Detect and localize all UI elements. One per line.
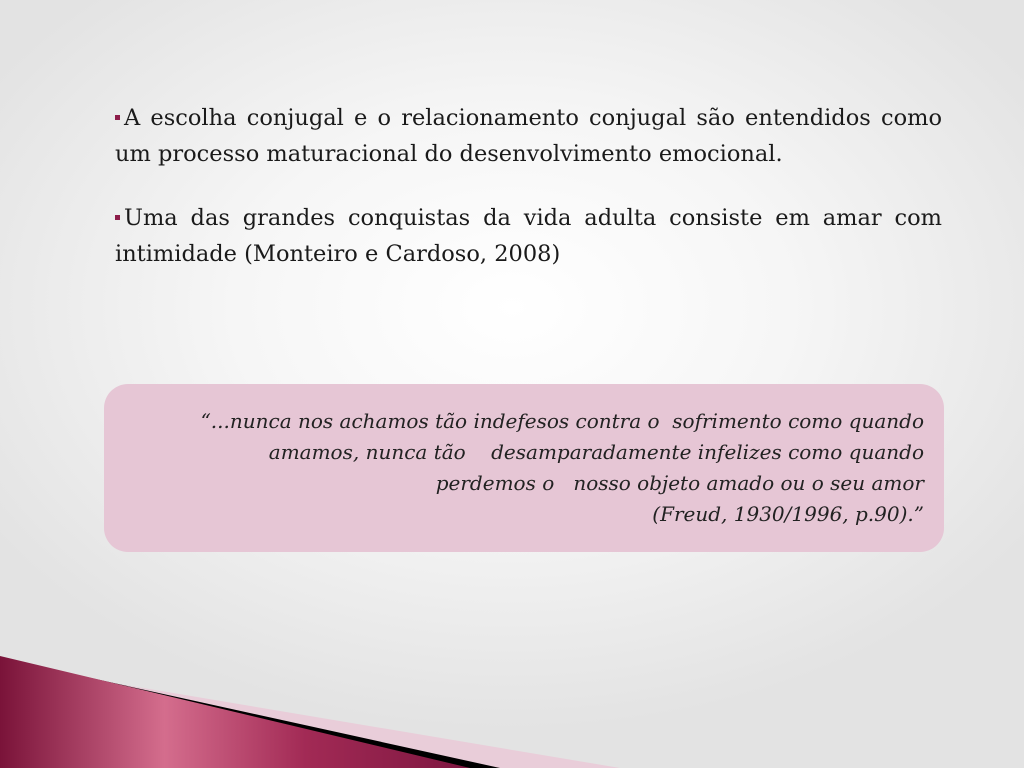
square-bullet-icon (115, 215, 120, 220)
bullet-text: A escolha conjugal e o relacionamento conjugal são entendidos como um processo maturacional do desenvolvimento emocional. (115, 105, 942, 167)
square-bullet-icon (115, 115, 120, 120)
bullet-text: Uma das grandes conquistas da vida adulta consiste em amar com intimidade (Monteiro e Cardoso, 2008) (115, 205, 942, 267)
quote-box (104, 384, 944, 552)
bullet-item (115, 200, 942, 272)
quote-line: “...nunca nos achamos tão indefesos contra o sofrimento como quando (200, 409, 924, 433)
quote-citation: (Freud, 1930/1996, p.90).” (652, 502, 924, 526)
corner-decoration (0, 638, 1024, 768)
quote-line: perdemos o nosso objeto amado ou o seu amor (435, 471, 924, 495)
wine-stripe (0, 656, 470, 768)
bullet-item (115, 100, 942, 172)
bullet-list (115, 100, 942, 300)
quote-line: amamos, nunca tão desamparadamente infelizes como quando (268, 440, 924, 464)
